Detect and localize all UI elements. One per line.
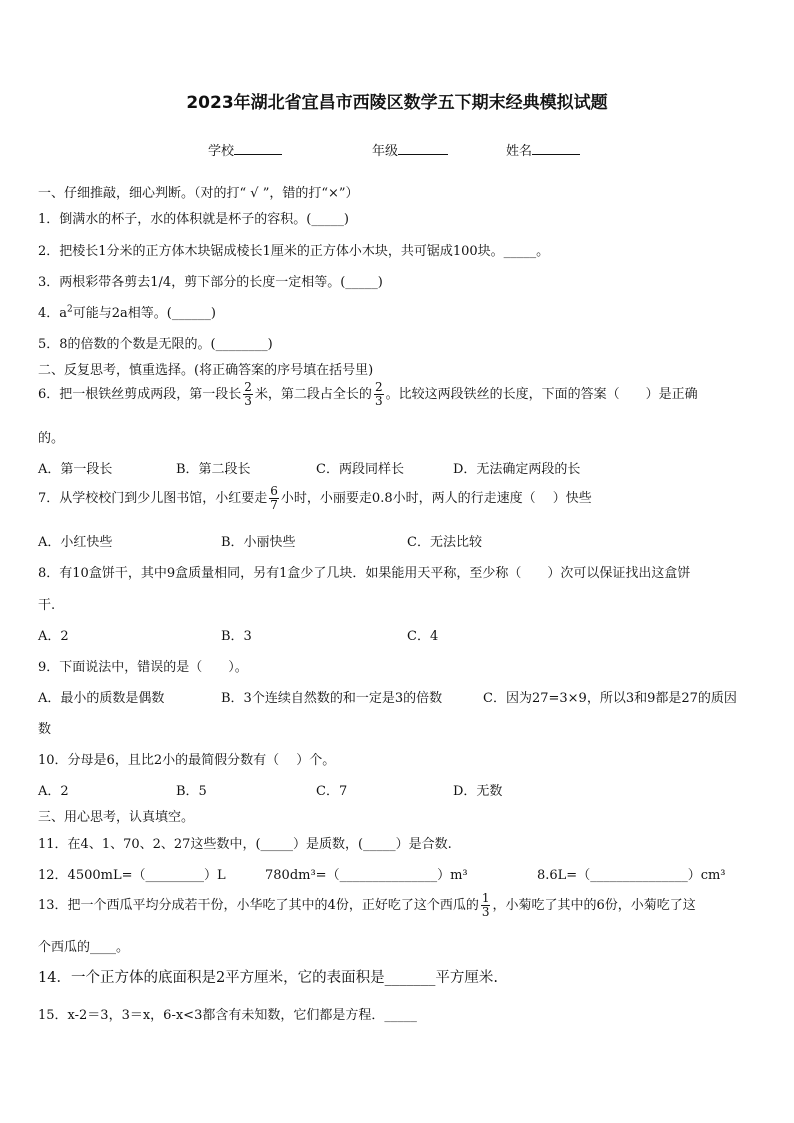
option-c: C．7 <box>316 784 348 799</box>
question-4-part-b: 可能与2a相等。(______) <box>72 306 216 321</box>
question-11: 11．在4、1、70、2、27这些数中，(_____）是质数，(_____）是合数. <box>38 837 452 852</box>
option-a: A．2 <box>38 784 69 799</box>
question-13 <box>38 892 696 919</box>
question-12-part-b: 780dm³=（_______________）m³ <box>265 868 468 883</box>
option-b: B．第二段长 <box>176 462 251 477</box>
question-2: 2．把棱长1分米的正方体木块锯成棱长1厘米的正方体小木块，共可锯成100块。_____。 <box>38 244 550 259</box>
option-d: D．无数 <box>453 784 503 799</box>
question-13-continued: 个西瓜的____。 <box>38 940 130 955</box>
section-3-heading: 三、用心思考，认真填空。 <box>38 810 195 825</box>
name-blank[interactable] <box>532 142 580 155</box>
option-a: A．第一段长 <box>38 462 113 477</box>
question-12-part-a: 12．4500mL=（_________）L <box>38 868 226 883</box>
fraction-six-sevenths: $\frac{6}{7}$ <box>270 484 278 512</box>
question-9: 9．下面说法中，错误的是（ ）。 <box>38 660 248 675</box>
option-c: C．无法比较 <box>407 535 482 550</box>
fraction-two-thirds: $\frac{2}{3}$ <box>244 380 252 408</box>
option-d: D．无法确定两段的长 <box>453 462 581 477</box>
question-1: 1．倒满水的杯子，水的体积就是杯子的容积。(_____) <box>38 212 349 227</box>
option-c: C．因为27=3×9，所以3和9都是27的质因 <box>483 691 737 706</box>
question-6-continued: 的。 <box>38 431 65 446</box>
question-6-part-b: 米，第二段占全长的 <box>254 387 372 402</box>
option-b: B．3个连续自然数的和一定是3的倍数 <box>221 691 443 706</box>
option-a: A．2 <box>38 629 69 644</box>
question-7-part-b: 小时，小丽要走0.8小时，两人的行走速度（ ）快些 <box>280 491 592 506</box>
option-b: B．小丽快些 <box>221 535 296 550</box>
option-b: B．5 <box>176 784 207 799</box>
question-4 <box>38 302 216 321</box>
question-5: 5．8的倍数的个数是无限的。(________) <box>38 337 273 352</box>
question-8: 8．有10盒饼干，其中9盒质量相同，另有1盒少了几块．如果能用天平称，至少称（ ）次可以保证找出这盒饼 <box>38 566 691 581</box>
question-15: 15．x-2＝3，3＝x，6-x<3都含有未知数，它们都是方程．_____ <box>38 1008 417 1023</box>
question-6-part-a: 6．把一根铁丝剪成两段，第一段长 <box>38 387 242 402</box>
question-8-continued: 干. <box>38 598 56 613</box>
question-13-part-a: 13．把一个西瓜平均分成若干份，小华吃了其中的4份，正好吃了这个西瓜的 <box>38 898 479 913</box>
name-field[interactable] <box>506 140 580 159</box>
option-c: C．两段同样长 <box>316 462 404 477</box>
question-7 <box>38 485 592 512</box>
school-field[interactable] <box>208 140 282 159</box>
question-13-part-b: ，小菊吃了其中的6份，小菊吃了这 <box>492 898 696 913</box>
grade-blank[interactable] <box>398 142 448 155</box>
question-10: 10．分母是6，且比2小的最简假分数有（ ）个。 <box>38 753 336 768</box>
option-a: A．小红快些 <box>38 535 113 550</box>
name-label: 姓名 <box>506 144 533 159</box>
question-9-continued: 数 <box>38 722 52 737</box>
page-title: 2023年湖北省宜昌市西陵区数学五下期末经典模拟试题 <box>186 93 608 113</box>
fraction-one-third: $\frac{1}{3}$ <box>481 891 490 919</box>
school-label: 学校 <box>208 144 235 159</box>
question-14: 14．一个正方体的底面积是2平方厘米，它的表面积是_______平方厘米. <box>38 970 499 986</box>
option-b: B．3 <box>221 629 252 644</box>
question-6 <box>38 381 698 408</box>
section-2-heading: 二、反复思考，慎重选择。(将正确答案的序号填在括号里) <box>38 363 374 378</box>
section-1-heading: 一、仔细推敲，细心判断。（对的打“ √ ”，错的打“×”） <box>38 186 359 201</box>
question-12-part-c: 8.6L=（_______________）cm³ <box>537 868 726 883</box>
question-4-exponent: 2 <box>67 304 73 315</box>
question-3: 3．两根彩带各剪去1/4，剪下部分的长度一定相等。(_____) <box>38 275 383 290</box>
question-7-part-a: 7．从学校校门到少儿图书馆，小红要走 <box>38 491 268 506</box>
fraction-two-thirds: $\frac{2}{3}$ <box>374 380 383 408</box>
school-blank[interactable] <box>234 142 282 155</box>
option-a: A．最小的质数是偶数 <box>38 691 165 706</box>
option-c: C．4 <box>407 629 439 644</box>
question-6-part-c: 。比较这两段铁丝的长度，下面的答案（ ）是正确 <box>385 387 698 402</box>
grade-field[interactable] <box>372 140 448 159</box>
grade-label: 年级 <box>372 144 399 159</box>
question-4-part-a: 4．a <box>38 306 68 321</box>
